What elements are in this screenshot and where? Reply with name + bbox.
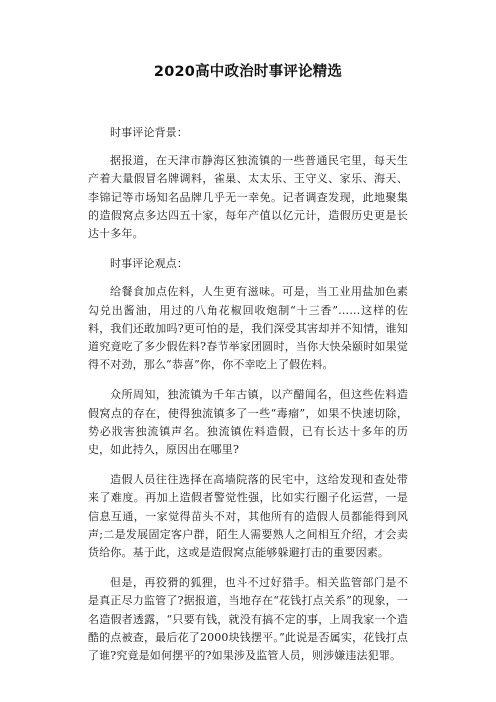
background-heading: 时事评论背景：: [110, 126, 189, 139]
viewpoint-heading: 时事评论观点：: [110, 257, 189, 271]
viewpoint-paragraph-1: 给餐食加点佐料，人生更有滋味。可是，当工业用盐加色素勾兑出酱油，用过的八角花椒回收炮制“十三香”……这样的佐料，我们还敢加吗?更可怕的是，我们深受其害却并不知情，谁知道究竟吃了多少假佐料?春节举家团圆时，当你大快朵颐时如果觉得不对劲，那么“恭喜”你，你不幸吃上了假佐料。: [88, 285, 408, 372]
viewpoint-paragraph-2: 众所周知，独流镇为千年古镇，以产醋闻名，但这些佐料造假窝点的存在，使得独流镇多了一些“毒瘤”，如果不快速切除，势必戕害独流镇声名。独流镇佐料造假，已有长达十多年的历史，如此持久，原因出在哪里?: [88, 388, 408, 457]
viewpoint-paragraph-4: 但是，再狡猾的狐狸，也斗不过好猎手。相关监管部门是不是真正尽力监管了?据报道，当地存在“花钱打点关系”的现象，一名造假者透露，“只要有钱，就没有搞不定的事，上周我家一个造酷的点被查，最后花了2000块钱摆平。”此说是否属实，花钱打点了谁?究竟是如何摆平的?如果涉及监管人员，则涉嫌违法犯罪。: [88, 576, 408, 663]
document-title: 2020高中政治时事评论精选: [153, 64, 343, 80]
document-body: [88, 124, 408, 677]
background-paragraph: 据报道，在天津市静海区独流镇的一些普通民宅里，每天生产着大量假冒名牌调料，雀巢、太太乐、王守义、家乐、海天、李锦记等市场知名品牌几乎无一幸免。记者调查发现，此地聚集的造假窝点多达四五十家，每年产值以亿元计，造假历史更是长达十多年。: [88, 154, 408, 241]
viewpoint-paragraph-3: 造假人员往往选择在高墙院落的民宅中，这给发现和查处带来了难度。再加上造假者警觉性强，比如实行圈子化运营，一是信息互通，一家觉得苗头不对，其他所有的造假人员都能得到风声;二是发展固定客户群，陌生人需要熟人之间相互介绍，才会卖货给你。基于此，这或是造假窝点能够躲避打击的重要因素。: [88, 473, 408, 560]
